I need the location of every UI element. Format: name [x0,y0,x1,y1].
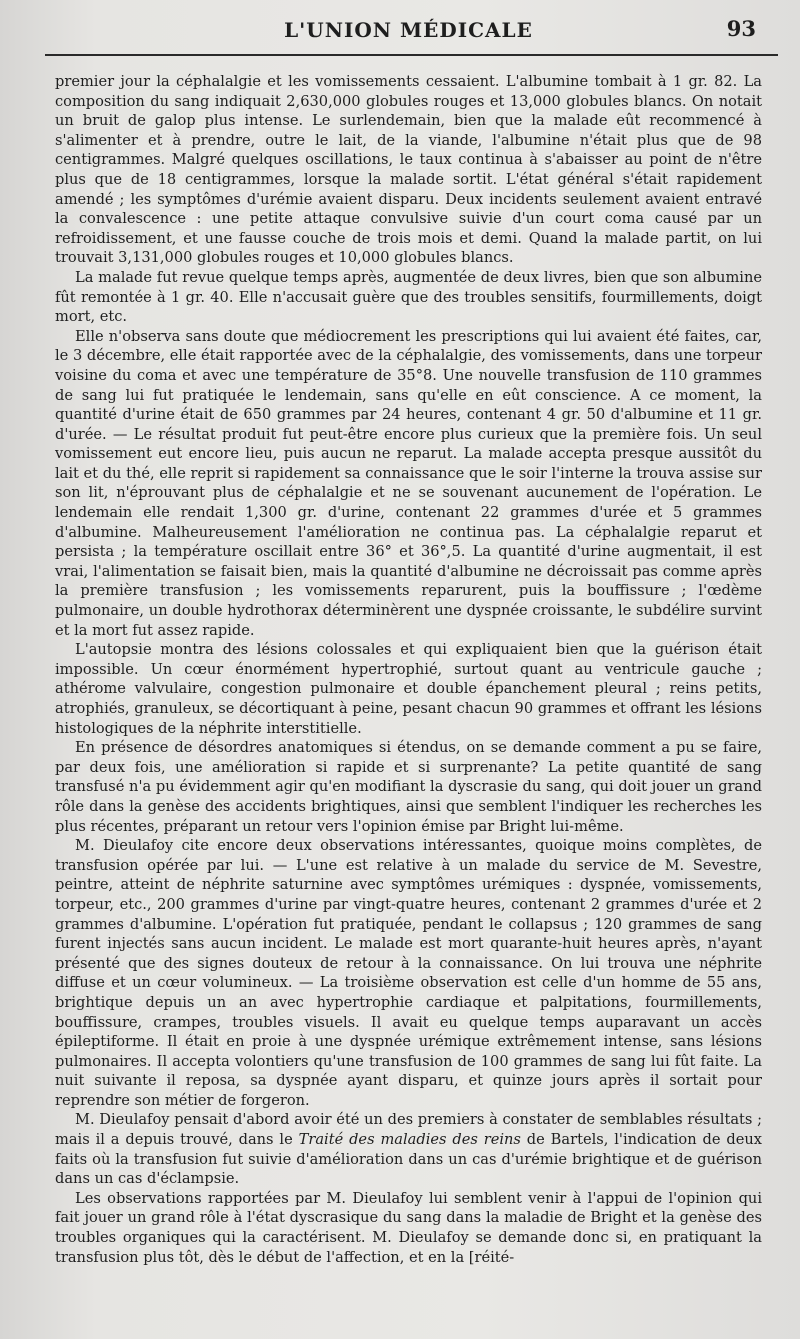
paragraph-7 [55,1110,762,1188]
book-title: Traité des maladies des reins [298,1131,521,1149]
page-header [55,10,762,50]
paragraph-1: premier jour la céphalalgie et les vomissements cessaient. L'albumine tombait à 1 gr. 82. La composition du sang indiquait 2,630,000 globules rouges et 13,000 globules blancs. On notait un bruit de galop plus intense. Le surlendemain, bien que la malade eût recommencé à s'alimenter et à prendre, outre le lait, de la viande, l'albumine n'était plus que de 98 centigrammes. Malgré quelques oscillations, le taux continua à s'abaisser au point de n'être plus que de 18 centigrammes, lorsque la malade sortit. L'état général s'était rapidement amendé ; les symptômes d'urémie avaient disparu. Deux incidents seulement avaient entravé la convalescence : une petite attaque convulsive suivie d'un court coma causé par un refroidissement, et une fausse couche de trois mois et demi. Quand la malade partit, on lui trouvait 3,131,000 globules rouges et 10,000 globules blancs. [55,73,762,267]
header-rule [45,54,778,56]
article-body [55,72,762,1267]
paragraph-7-text-a: M. Dieulafoy pensait d'abord avoir été un des premiers à constater de semblables résultats ; mais il a depuis trouvé, dans le [55,1111,762,1149]
page-number: 93 [726,16,756,41]
paragraph-5: En présence de désordres anatomiques si étendus, on se demande comment a pu se faire, par deux fois, une amélioration si rapide et si surprenante? La petite quantité de sang transfusé n'a pu évidemment agir qu'en modifiant la dyscrasie du sang, qui doit jouer un grand rôle dans la genèse des accidents brightiques, ainsi que semblent l'indiquer les recherches les plus récentes, préparant un retour vers l'opinion émise par Bright lui-même. [55,739,762,835]
paragraph-8: Les observations rapportées par M. Dieulafoy lui semblent venir à l'appui de l'opinion qui fait jouer un grand rôle à l'état dyscrasique du sang dans la maladie de Bright et la genèse des troubles organiques qui la caractérisent. M. Dieulafoy se demande donc si, en pratiquant la transfusion plus tôt, dès le début de l'affection, et en la [réité- [55,1189,762,1266]
paragraph-4: L'autopsie montra des lésions colossales et qui expliquaient bien que la guérison était impossible. Un cœur énormément hypertrophié, surtout quant au ventricule gauche ; athérome valvulaire, congestion pulmonaire et double épanchement pleural ; reins petits, atrophiés, granuleux, se décortiquant à peine, pesant chacun 90 grammes et offrant les lésions histologiques de la néphrite interstitielle. [55,641,762,737]
paragraph-6: M. Dieulafoy cite encore deux observations intéressantes, quoique moins complètes, de transfusion opérée par lui. — L'une est relative à un malade du service de M. Sevestre, peintre, atteint de néphrite saturnine avec symptômes urémiques : dyspnée, vomissements, torpeur, etc., 200 grammes d'urine par vingt-quatre heures, contenant 2 grammes d'urée et 2 grammes d'albumine. L'opération fut pratiquée, pendant le collapsus ; 120 grammes de sang furent injectés sans aucun incident. Le malade est mort quarante-huit heures après, n'ayant présenté que des signes douteux de retour à la connaissance. On lui trouva une néphrite diffuse et un cœur volumineux. — La troisième observation est celle d'un homme de 55 ans, brightique depuis un an avec hypertrophie cardiaque et palpitations, fourmillements, bouffissure, crampes, troubles visuels. Il avait eu quelque temps auparavant un accès épileptiforme. Il était en proie à une dyspnée urémique extrêmement intense, sans lésions pulmonaires. Il accepta volontiers qu'une transfusion de 100 grammes de sang lui fût faite. La nuit suivante il reposa, sa dyspnée ayant disparu, et quinze jours après il sortait pour reprendre son métier de forgeron. [55,837,762,1109]
paragraph-3: Elle n'observa sans doute que médiocrement les prescriptions qui lui avaient été faites, car, le 3 décembre, elle était rapportée avec de la céphalalgie, des vomissements, dans une torpeur voisine du coma et avec une température de 35°8. Une nouvelle transfusion de 110 grammes de sang lui fut pratiquée le lendemain, sans qu'elle en eût conscience. A ce moment, la quantité d'urine était de 650 grammes par 24 heures, contenant 4 gr. 50 d'albumine et 11 gr. d'urée. — Le résultat produit fut peut-être encore plus curieux que la première fois. Un seul vomissement eut encore lieu, puis aucun ne reparut. La malade accepta presque aussitôt du lait et du thé, elle reprit si rapidement sa connaissance que le soir l'interne la trouva assise sur son lit, n'éprouvant plus de céphalalgie et ne se souvenant aucunement de l'opération. Le lendemain elle rendait 1,300 gr. d'urine, contenant 22 grammes d'urée et 5 grammes d'albumine. Malheureusement l'amélioration ne continua pas. La céphalalgie reparut et persista ; la température oscillait entre 36° et 36°,5. La quantité d'urine augmentait, il est vrai, l'alimentation se faisait bien, mais la quantité d'albumine ne décroissait pas comme après la première transfusion ; les vomissements reparurent, puis la bouffissure ; l'œdème pulmonaire, un double hydrothorax déterminèrent une dyspnée croissante, le subdélire survint et la mort fut assez rapide. [55,327,762,639]
paragraph-7-text-b: de Bartels, l'indication de deux faits où la transfusion fut suivie d'amélioration dans un cas d'urémie brightique et de guérison dans un cas d'éclampsie. [55,1131,762,1188]
running-title: L'UNION MÉDICALE [284,18,533,42]
paragraph-2: La malade fut revue quelque temps après, augmentée de deux livres, bien que son albumine fût remontée à 1 gr. 40. Elle n'accusait guère que des troubles sensitifs, fourmillements, doigt mort, etc. [55,268,762,326]
